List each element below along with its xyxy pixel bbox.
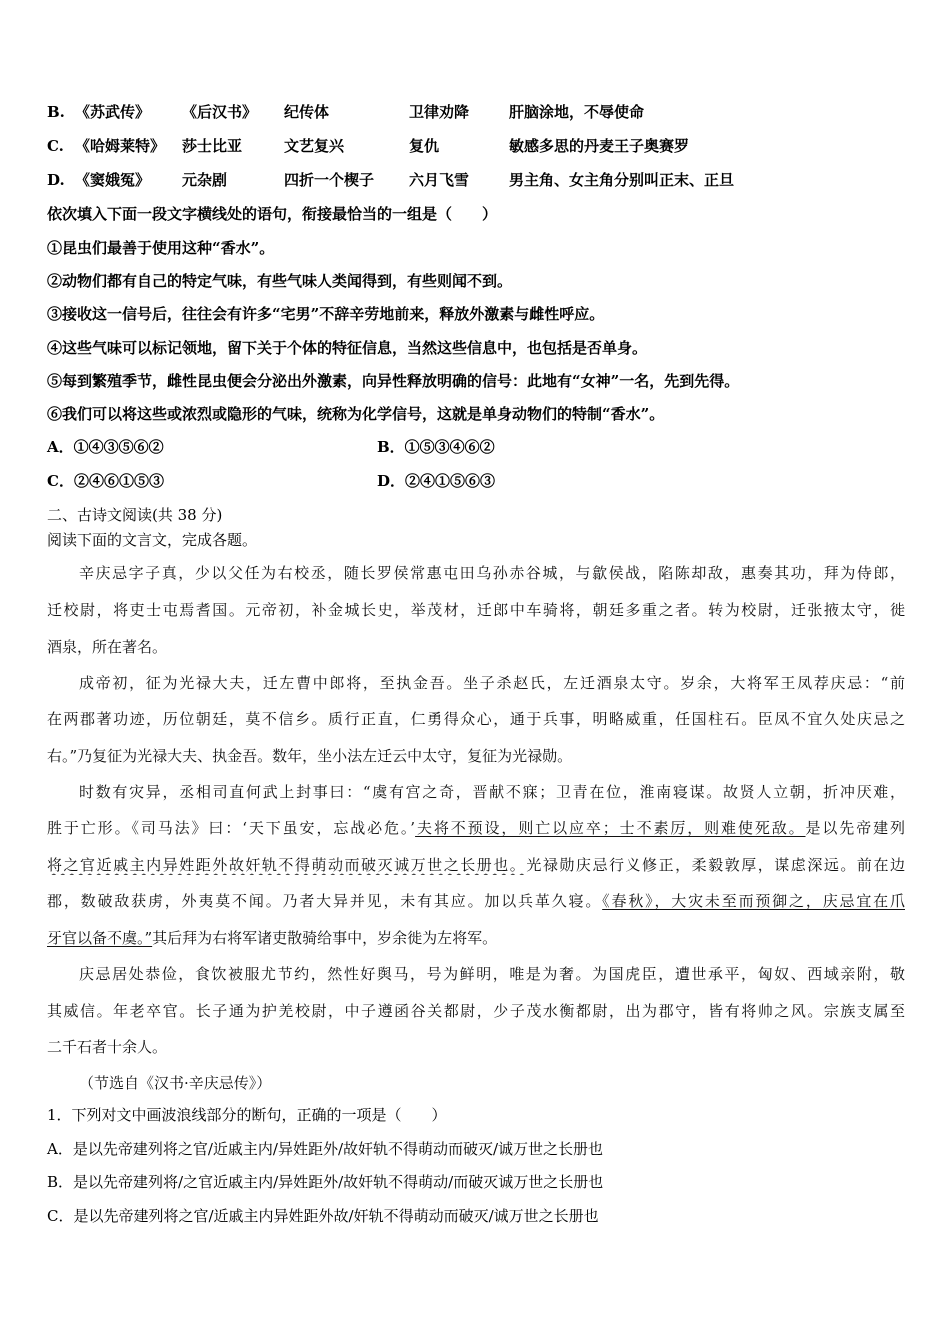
passage-line: 迁校尉，将吏士屯焉耆国。元帝初，补金城长史，举茂材，迁郎中车骑将，朝廷多重之者。转为校尉，迁张掖太守，徙 — [47, 601, 905, 619]
passage-line: 二千石者十余人。 — [47, 1038, 168, 1056]
row-label: B. — [47, 103, 65, 121]
passage-line — [47, 928, 497, 948]
row-source: 《后汉书》 — [182, 103, 258, 121]
row-label: D. — [47, 171, 65, 189]
row-title: 《窦娥冤》 — [75, 171, 151, 189]
passage-line: 其威信。年老卒官。长子通为护羌校尉，中子遵函谷关都尉，少子茂水衡都尉，出为郡守，皆有将帅之风。宗族支属至 — [47, 1002, 905, 1020]
row-title: 《哈姆莱特》 — [75, 137, 166, 155]
passage-line: 时数有灾异，丞相司直何武上封事曰：“虞有宫之奇，晋献不寐；卫青在位，淮南寝谋。故贤人立朝，折冲厌难， — [79, 783, 905, 801]
row-event: 复仇 — [409, 137, 440, 155]
passage-line — [47, 855, 905, 875]
passage-text: 郡，数破敌获虏，外夷莫不闻。乃者大异并见，未有其应。加以兵革久寝。 — [47, 892, 603, 910]
row-source: 元杂剧 — [182, 171, 228, 189]
passage-line: 右。”乃复征为光禄大夫、执金吾。数年，坐小法左迁云中太守，复征为光禄勋。 — [47, 747, 573, 765]
row-note: 敏感多思的丹麦王子奥赛罗 — [509, 137, 690, 155]
passage-line: 酒泉，所在著名。 — [47, 638, 168, 656]
option-a[interactable]: A．①④③⑤⑥② — [47, 438, 164, 456]
question-stem: 依次填入下面一段文字横线处的语句，衔接最恰当的一组是（ ） — [47, 205, 498, 223]
underlined-sentence: 夫将不预设，则亡以应卒；士不素厉，则难使死敌。 — [415, 819, 806, 837]
section-heading: 二、古诗文阅读(共 38 分) — [47, 506, 223, 524]
row-genre: 纪传体 — [284, 103, 330, 121]
section-intro: 阅读下面的文言文，完成各题。 — [47, 531, 258, 549]
table-row — [47, 136, 907, 156]
row-source: 莎士比亚 — [182, 137, 243, 155]
row-note: 肝脑涂地，不辱使命 — [509, 103, 645, 121]
table-row — [47, 170, 907, 190]
option-c[interactable]: C．②④⑥①⑤③ — [47, 472, 164, 490]
row-title: 《苏武传》 — [75, 103, 151, 121]
row-label: C. — [47, 137, 64, 155]
wavy-underlined-sentence: 将之官近戚主内异姓距外故奸轨不得萌动而破灭诚万世之长册也。 — [47, 856, 527, 874]
passage-text: 其后拜为右将军诸吏散骑给事中，岁余徙为左将军。 — [152, 929, 498, 947]
q1-option-b[interactable]: B．是以先帝建列将/之官近戚主内/异姓距外/故奸轨不得萌动/而破灭诚万世之长册也 — [47, 1173, 604, 1191]
row-genre: 四折一个楔子 — [284, 171, 375, 189]
underlined-sentence: 《春秋》，大灾未至而预御之，庆忌宜在爪 — [602, 892, 905, 910]
row-note: 男主角、女主角分别叫正末、正旦 — [509, 171, 735, 189]
passage-line: 庆忌居处恭俭，食饮被服尤节约，然性好舆马，号为鲜明，唯是为奢。为国虎臣，遭世承平，匈奴、西域亲附，敬 — [79, 965, 905, 983]
passage-text: 光禄勋庆忌行义修正，柔毅敦厚，谋虑深远。前在边 — [526, 856, 905, 874]
option-d[interactable]: D．②④①⑤⑥③ — [377, 472, 496, 490]
statement-item: ⑥我们可以将这些或浓烈或隐形的气味，统称为化学信号，这就是单身动物们的特制“香水”。 — [47, 405, 665, 423]
passage-line — [47, 818, 905, 838]
q1-option-c[interactable]: C．是以先帝建列将之官/近戚主内异姓距外故/奸轨不得萌动而破灭/诚万世之长册也 — [47, 1207, 599, 1225]
passage-line: 在两郡著功迹，历位朝廷，莫不信乡。质行正直，仁勇得众心，通于兵事，明略威重，任国柱石。臣凤不宜久处庆忌之 — [47, 710, 905, 728]
statement-item: ⑤每到繁殖季节，雌性昆虫便会分泌出外激素，向异性释放明确的信号：此地有“女神”一名，先到先得。 — [47, 372, 740, 390]
question-1-stem: 1．下列对文中画波浪线部分的断句，正确的一项是（ ） — [47, 1106, 447, 1124]
passage-text: 是以先帝建列 — [805, 819, 905, 837]
statement-item: ④这些气味可以标记领地，留下关于个体的特征信息，当然这些信息中，也包括是否单身。 — [47, 339, 648, 357]
statement-item: ①昆虫们最善于使用这种“香水”。 — [47, 239, 275, 257]
passage-source: （节选自《汉书·辛庆忌传》） — [79, 1074, 272, 1092]
passage-line: 辛庆忌字子真，少以父任为右校丞，随长罗侯常惠屯田乌孙赤谷城，与歙侯战，陷陈却敌，惠奏其功，拜为侍郎， — [79, 564, 905, 582]
row-genre: 文艺复兴 — [284, 137, 345, 155]
table-row — [47, 102, 907, 122]
row-event: 六月飞雪 — [409, 171, 470, 189]
row-event: 卫律劝降 — [409, 103, 470, 121]
passage-line — [47, 891, 905, 911]
option-b[interactable]: B．①⑤③④⑥② — [377, 438, 495, 456]
statement-item: ②动物们都有自己的特定气味，有些气味人类闻得到，有些则闻不到。 — [47, 272, 513, 290]
q1-option-a[interactable]: A．是以先帝建列将之官/近戚主内/异姓距外/故奸轨不得萌动而破灭/诚万世之长册也 — [47, 1140, 604, 1158]
passage-text: 胜于亡形。《司马法》曰：‘天下虽安，忘战必危。’ — [47, 819, 416, 837]
passage-line: 成帝初，征为光禄大夫，迁左曹中郎将，至执金吾。坐子杀赵氏，左迁酒泉太守。岁余，大将军王凤荐庆忌：“前 — [79, 674, 905, 692]
underlined-sentence: 牙官以备不虞。” — [47, 929, 153, 947]
statement-item: ③接收这一信号后，往往会有许多“宅男”不辞辛劳地前来，释放外激素与雌性呼应。 — [47, 305, 605, 323]
